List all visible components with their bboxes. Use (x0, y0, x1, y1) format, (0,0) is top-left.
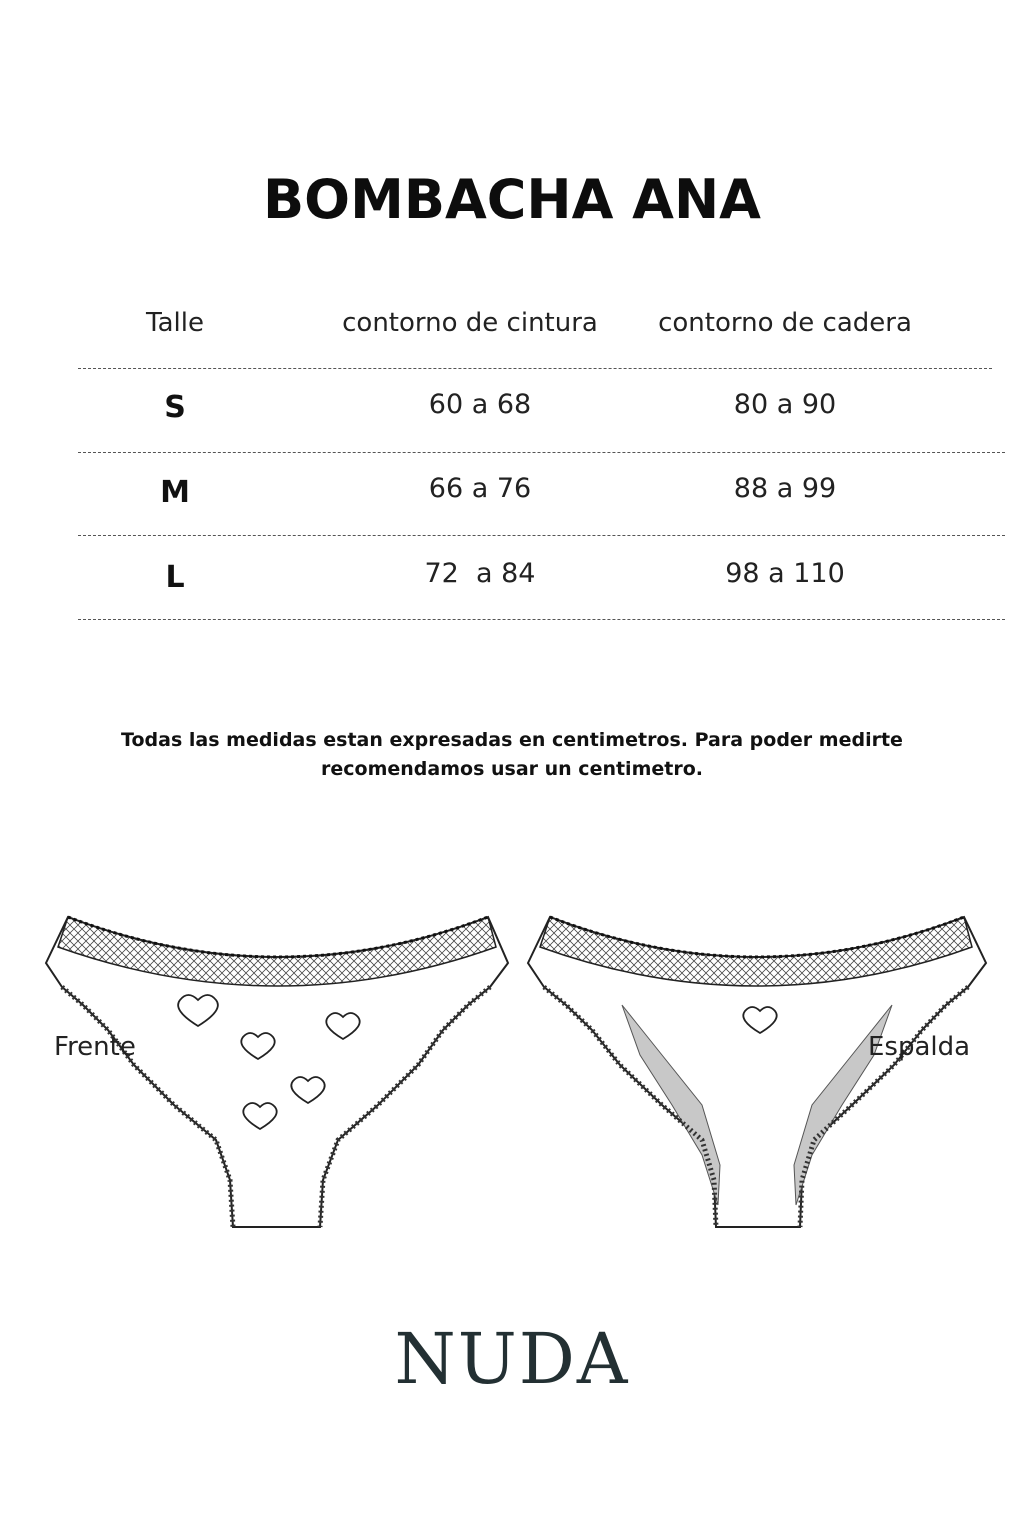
size-s: S (164, 390, 186, 425)
hip-s: 80 a 90 (733, 389, 837, 420)
page-title: BOMBACHA ANA (263, 168, 761, 231)
table-divider (78, 368, 992, 369)
table-divider (78, 619, 1005, 620)
back-label: Espalda (868, 1032, 971, 1062)
size-m: M (160, 475, 190, 510)
size-l: L (165, 560, 185, 595)
waist-m: 66 a 76 (428, 473, 532, 504)
waist-s: 60 a 68 (428, 389, 532, 420)
measurement-note: Todas las medidas estan expresadas en centimetros. Para poder medirte recomendamos usar un centimetro. (121, 729, 903, 780)
table-divider (78, 452, 1005, 453)
header-waist: contorno de cintura (342, 308, 598, 338)
hip-l: 98 a 110 (725, 558, 845, 589)
back-garment-illustration (522, 905, 992, 1237)
hip-m: 88 a 99 (733, 473, 837, 504)
brand-logo: NUDA (394, 1318, 630, 1400)
waist-l: 72 a 84 (424, 558, 536, 589)
table-divider (78, 535, 1005, 536)
front-label: Frente (54, 1032, 136, 1062)
header-hip: contorno de cadera (658, 308, 912, 338)
header-size: Talle (146, 308, 204, 338)
front-garment-illustration (38, 905, 514, 1237)
